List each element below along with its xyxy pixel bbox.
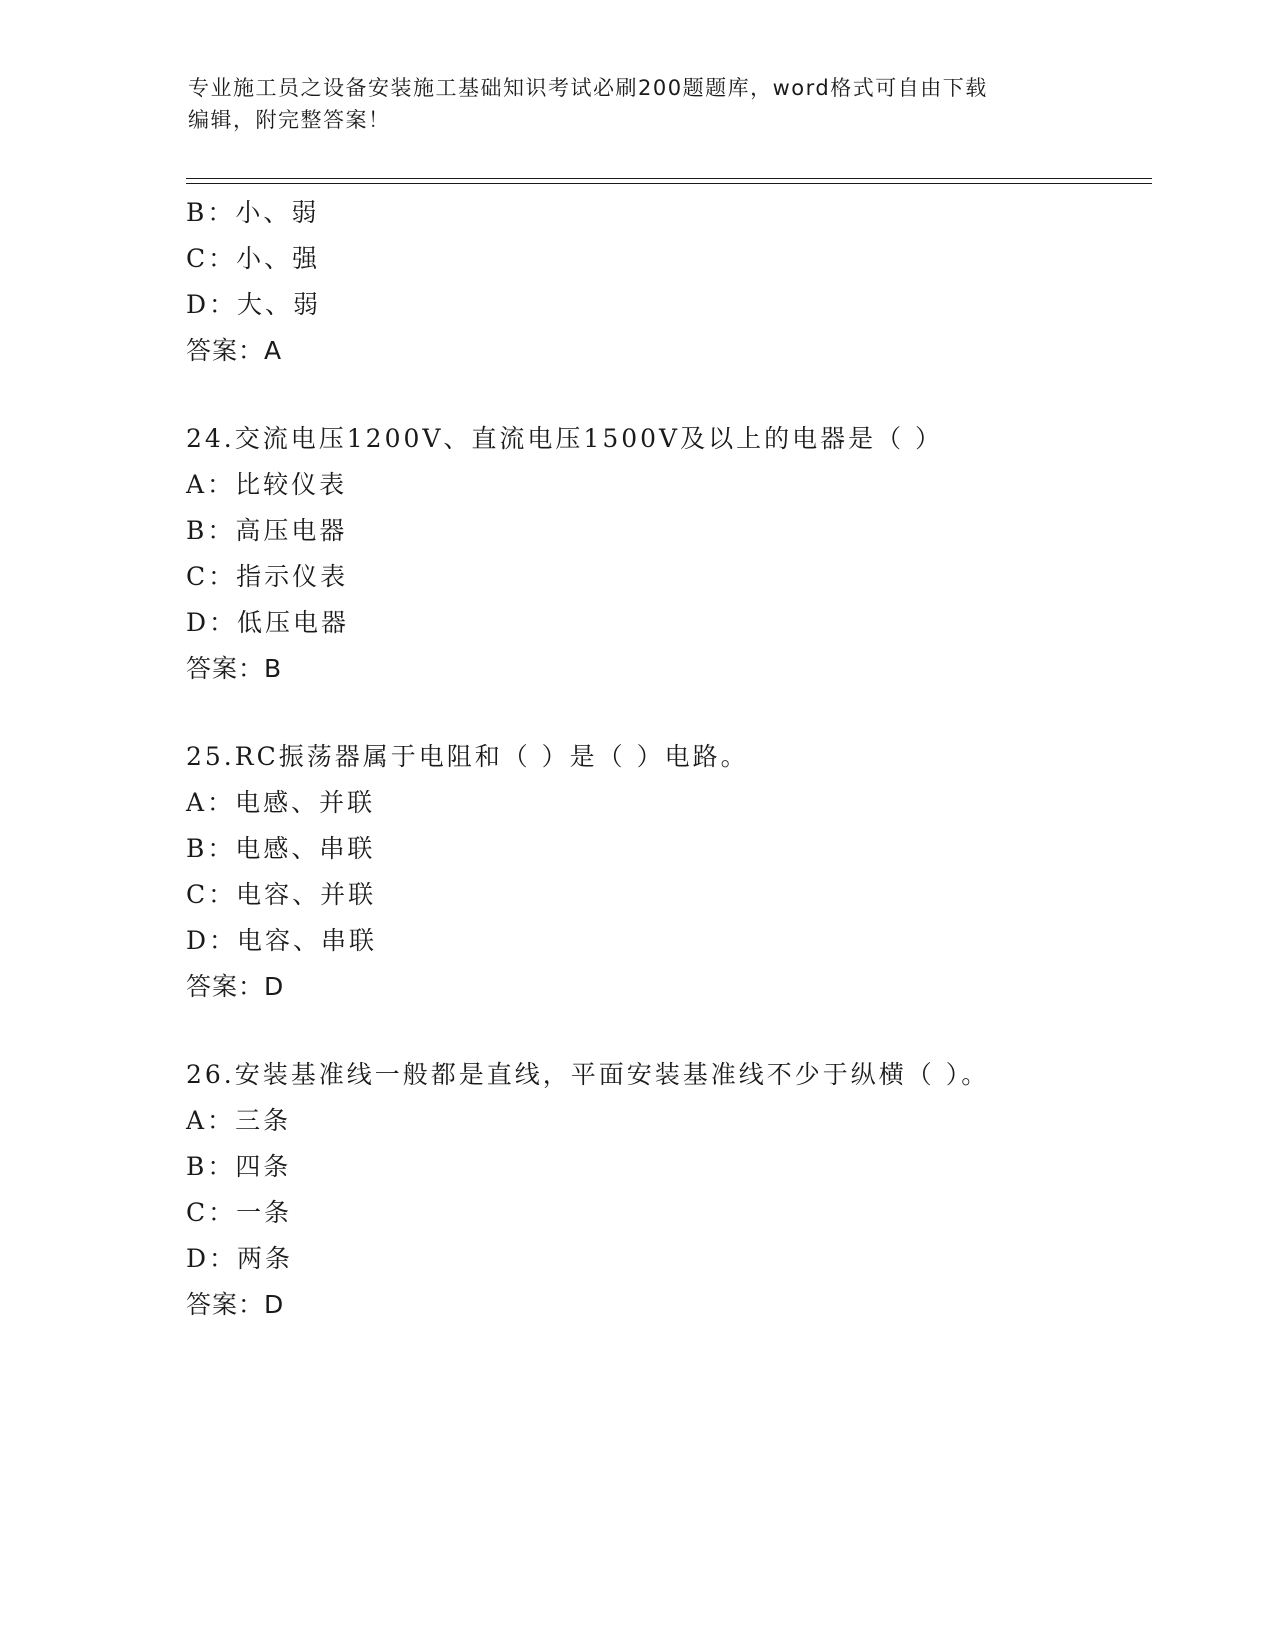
question-stem: 26.安装基准线一般都是直线，平面安装基准线不少于纵横（ ）。 bbox=[186, 1060, 990, 1089]
option-text: 小、弱 bbox=[235, 198, 320, 227]
option-key: D： bbox=[186, 608, 238, 637]
option-key: D： bbox=[186, 926, 238, 955]
option-text: 电容、串联 bbox=[237, 926, 378, 955]
option-c bbox=[186, 872, 1186, 918]
header-line-2: 编辑，附完整答案！ bbox=[188, 108, 391, 132]
option-text: 电感、串联 bbox=[235, 834, 376, 863]
option-key: C： bbox=[186, 562, 237, 591]
option-d bbox=[186, 600, 1186, 646]
option-key: B： bbox=[186, 516, 236, 545]
option-key: A： bbox=[186, 788, 236, 817]
option-key: B： bbox=[186, 198, 236, 227]
option-d bbox=[186, 918, 1186, 964]
option-c bbox=[186, 554, 1186, 600]
option-key: D： bbox=[186, 290, 238, 319]
option-d bbox=[186, 282, 1186, 328]
option-text: 两条 bbox=[237, 1244, 294, 1273]
option-text: 指示仪表 bbox=[236, 562, 349, 591]
option-key: C： bbox=[186, 880, 237, 909]
option-key: A： bbox=[186, 470, 236, 499]
option-a bbox=[186, 1098, 1186, 1144]
option-key: D： bbox=[186, 1244, 238, 1273]
option-text: 小、强 bbox=[236, 244, 321, 273]
option-c bbox=[186, 236, 1186, 282]
option-text: 比较仪表 bbox=[235, 470, 348, 499]
option-text: 大、弱 bbox=[237, 290, 322, 319]
question-stem: 25.RC振荡器属于电阻和（ ）是（ ）电路。 bbox=[186, 742, 749, 771]
option-key: B： bbox=[186, 1152, 236, 1181]
option-b bbox=[186, 508, 1186, 554]
question-26 bbox=[186, 1052, 1186, 1328]
answer: 答案：D bbox=[186, 972, 285, 1001]
option-key: C： bbox=[186, 244, 237, 273]
option-key: C： bbox=[186, 1198, 237, 1227]
option-text: 一条 bbox=[236, 1198, 293, 1227]
option-text: 四条 bbox=[235, 1152, 292, 1181]
header-rule-bottom bbox=[186, 183, 1152, 184]
answer: 答案：A bbox=[186, 336, 283, 365]
option-text: 电容、并联 bbox=[236, 880, 377, 909]
partial-question bbox=[186, 190, 1186, 374]
option-d bbox=[186, 1236, 1186, 1282]
option-c bbox=[186, 1190, 1186, 1236]
answer: 答案：D bbox=[186, 1290, 285, 1319]
header-rule-top bbox=[186, 178, 1152, 179]
option-a bbox=[186, 780, 1186, 826]
option-text: 低压电器 bbox=[237, 608, 350, 637]
option-b bbox=[186, 826, 1186, 872]
option-key: B： bbox=[186, 834, 236, 863]
option-b bbox=[186, 190, 1186, 236]
option-text: 高压电器 bbox=[235, 516, 348, 545]
option-key: A： bbox=[186, 1106, 236, 1135]
question-stem: 24.交流电压1200V、直流电压1500V及以上的电器是（ ） bbox=[186, 424, 944, 453]
header-line-1: 专业施工员之设备安装施工基础知识考试必刷200题题库，word格式可自由下载 bbox=[188, 76, 988, 100]
option-text: 电感、并联 bbox=[235, 788, 376, 817]
answer: 答案：B bbox=[186, 654, 283, 683]
option-b bbox=[186, 1144, 1186, 1190]
option-text: 三条 bbox=[235, 1106, 292, 1135]
question-list bbox=[186, 190, 1186, 1328]
document-header bbox=[188, 72, 1088, 136]
question-24 bbox=[186, 416, 1186, 692]
option-a bbox=[186, 462, 1186, 508]
question-25 bbox=[186, 734, 1186, 1010]
